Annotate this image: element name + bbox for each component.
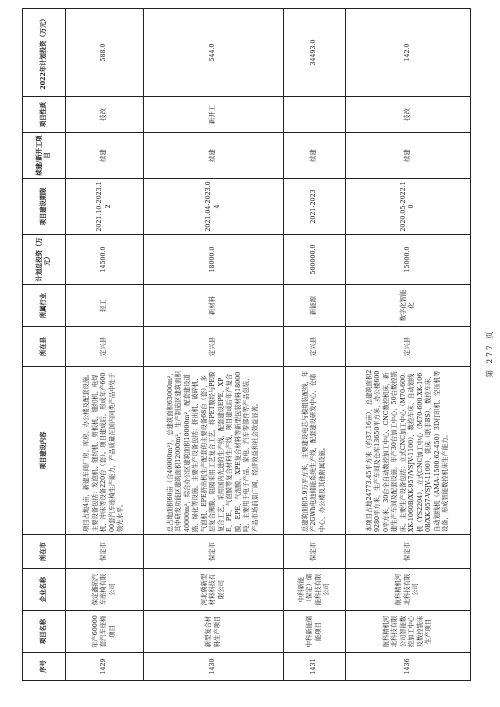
cell-investment: 18000.0 <box>144 235 284 285</box>
cell-period: 2021.10-2023.12 <box>66 179 144 235</box>
cell-content: 本项目占地24773.45平方米（约37.16亩），总建筑面积29280平方米，生产车间及仓库13650平方米，办公楼6000平方米，30台全自动数控加工中心、CNC数控机床，新建生产车间及配套设施，年产30台加工中心、50台数控铣床。主要生产设备包括：立式CNC加工中心（M70-600.XK-1060B/XK-957/VSJV-1100）、数控车床、自动划线机（YS2204）、立式CNC加工中心（M70-600.XK-1060B/XK-957-VSJV-1100）、铣床（联丰BS）、数控车床、自动划线机（AMA-1500.62-450）3D打印机、空压机等设备，形成智能数控机床生产能力。 <box>346 367 471 535</box>
cell-nature: 续建 <box>66 133 144 179</box>
cell-company: 河北冀新型材料科技有限公司 <box>144 569 284 611</box>
header-investment: 计划总投资（万元） <box>23 235 66 285</box>
header-content: 项目建设内容 <box>23 367 66 535</box>
table-row <box>284 9 346 681</box>
cell-county: 定兴县 <box>284 327 346 367</box>
header-plan2022: 2022年计划投资（万元） <box>23 9 66 97</box>
cell-plan2022: 544.0 <box>144 9 284 97</box>
header-seq: 序号 <box>23 653 66 681</box>
cell-period: 2020.05-2022.10 <box>346 179 471 235</box>
cell-industry: 数字化智能化 <box>346 285 471 327</box>
page-number: 第 277 页 <box>485 329 494 378</box>
header-county: 所在县 <box>23 327 66 367</box>
cell-nature: 续建 <box>346 133 471 179</box>
table-row <box>346 9 471 681</box>
cell-industry: 新能源 <box>284 285 346 327</box>
cell-county: 定兴县 <box>144 327 284 367</box>
cell-seq: 1430 <box>144 653 284 681</box>
table-row <box>144 9 284 681</box>
header-type: 项目性质 <box>23 97 66 133</box>
cell-nature: 续建 <box>284 133 346 179</box>
cell-county: 定兴县 <box>346 327 471 367</box>
cell-period: 2021-2023 <box>284 179 346 235</box>
cell-name: 新型复合材料生产项目 <box>144 611 284 653</box>
cell-city: 保定市 <box>346 535 471 569</box>
header-row <box>23 9 66 681</box>
cell-city: 保定市 <box>144 535 284 569</box>
cell-seq: 1436 <box>346 653 471 681</box>
cell-city: 保定市 <box>284 535 346 569</box>
cell-city: 保定市 <box>66 535 144 569</box>
cell-type: 技改 <box>66 97 144 133</box>
header-name: 项目名称 <box>23 611 66 653</box>
header-period: 项目建设期限 <box>23 179 66 235</box>
cell-content: 总建筑面积5.9万平方米，主要建设电芯与模组装配线，年产2GWh电池储能系统生产线，配套建设研发中心、仓储中心、办公楼及其他附属设施。 <box>284 367 346 535</box>
cell-period: 2021.04-2023.04 <box>144 179 284 235</box>
cell-investment: 15000.0 <box>346 235 471 285</box>
project-table <box>22 8 471 681</box>
cell-type <box>284 97 346 133</box>
cell-seq: 1429 <box>66 653 144 681</box>
cell-industry: 新材料 <box>144 285 284 327</box>
cell-company: 中科新能（保定）储能科技有限公司 <box>284 569 346 611</box>
cell-company: 航科精机河北科技有限公司 <box>346 569 471 611</box>
cell-industry: 轻工 <box>66 285 144 327</box>
header-company: 企业名称 <box>23 569 66 611</box>
header-city: 所在市 <box>23 535 66 569</box>
cell-investment: 500000.0 <box>284 235 346 285</box>
cell-seq: 1431 <box>284 653 346 681</box>
cell-investment: 14500.0 <box>66 235 144 285</box>
table-row <box>66 9 144 681</box>
cell-type: 新开工 <box>144 97 284 133</box>
cell-name: 中科新能储能项目 <box>284 611 346 653</box>
cell-content: 总占地面积60亩（合40000m²），总建筑面积63000m²，其中研发功能区建筑面积12000m²，生产制造区建筑面积40000m²，综合办公区建筑面积10000m²，配套建设道路、绿化等设施。主要生产设备包括：挤出机、破碎机、气泡机、EPE挤出机生产配套的主要设备68台（套），多层复合薄膜、阻隔采用工艺复合工艺，将PET膜经与PE膜复合工艺，采用国内先进的生产线，配套建设EPE、XPE、PE、气泡膜等复合材料生产线，项目建成后年产复合膜、EPE、气泡膜、XPE复合材料等新型包装材料18000吨，主要用于电子产品、家电、汽车零部件等产品包装，产品市场前景广阔，经济效益和社会效益显著。 <box>144 367 284 535</box>
cell-type: 技改 <box>346 97 471 133</box>
cell-plan2022: 588.0 <box>66 9 144 97</box>
cell-plan2022: 34493.0 <box>284 9 346 97</box>
cell-content: 项目占地4亩，新建车间厂房、库房、办公楼及配套设施。主要设备包括：发泡机、缝纫机、剪板机、缝纫机、电焊机、冲床等设备220台（套）。项目建成后，形成年产60000套汽车座椅生产能力，产品质量在国内同类产品中处于领先水平。 <box>66 367 144 535</box>
cell-name: 年产60000套汽车座椅项目 <box>66 611 144 653</box>
cell-county: 定兴县 <box>66 327 144 367</box>
cell-name: 航科精机河北科技有限公司智能数控加工中心及数控铣床生产项目 <box>346 611 471 653</box>
header-nature: 续建/新开工项目 <box>23 133 66 179</box>
header-industry: 所属行业 <box>23 285 66 327</box>
cell-nature: 续建 <box>144 133 284 179</box>
cell-plan2022: 142.0 <box>346 9 471 97</box>
cell-company: 保定鑫拓汽车座椅有限公司 <box>66 569 144 611</box>
